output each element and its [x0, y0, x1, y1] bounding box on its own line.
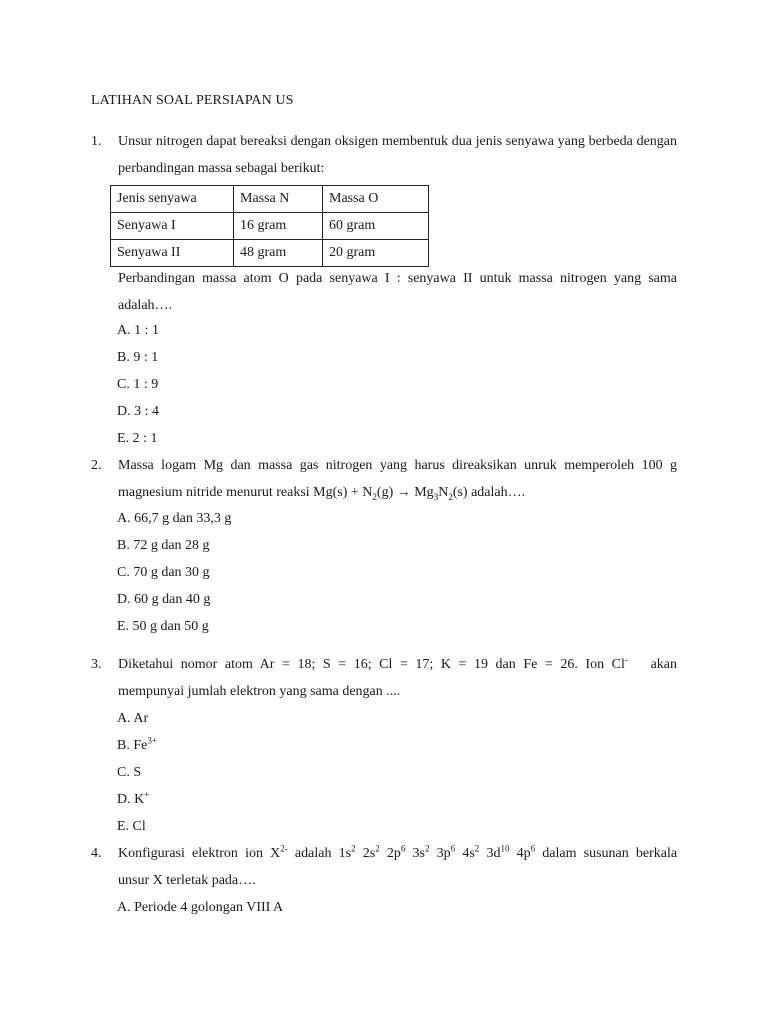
question-stem: Unsur nitrogen dapat bereaksi dengan oksigen membentuk dua jenis senyawa yang berbeda dengan perbandingan massa sebagai berikut:: [118, 134, 677, 176]
table-row: [111, 213, 429, 240]
question-number: 4.: [91, 846, 102, 861]
table-cell: 48 gram: [234, 240, 323, 267]
stem-text: akan: [650, 657, 677, 672]
config-term: $2p^6$: [386, 843, 406, 861]
question-stem-line: [118, 651, 677, 678]
subscript: 2: [448, 491, 453, 502]
table-header-row: [111, 186, 429, 213]
table-cell: 60 gram: [323, 213, 429, 240]
question-stem-line: [118, 840, 677, 867]
config-term: $2s^2$: [362, 843, 380, 861]
stem-text: adalah: [294, 846, 332, 861]
subscript: 2: [372, 491, 377, 502]
option: C. 1 : 9: [117, 377, 159, 392]
option-text: B. Fe: [117, 738, 148, 753]
option: A. 66,7 g dan 33,3 g: [117, 511, 232, 526]
stem-text: (s) adalah….: [452, 485, 526, 500]
option: A. Periode 4 golongan VIII A: [117, 900, 284, 915]
table-cell: Senyawa I: [111, 213, 234, 240]
option: B. 9 : 1: [117, 350, 159, 365]
stem-text: magnesium nitride menurut reaksi Mg(s) + N: [118, 485, 373, 500]
stem-text: Diketahui nomor atom Ar = 18; S = 16; Cl = 17; K = 19 dan Fe = 26. Ion Cl: [118, 657, 625, 672]
stem-text: N: [438, 485, 449, 500]
question-stem-line: [118, 479, 677, 506]
option: D. 3 : 4: [117, 404, 159, 419]
config-term: $1s^2$: [338, 843, 356, 861]
stem-text: dalam susunan berkala: [542, 846, 678, 861]
stem-text: Konfigurasi elektron ion X: [118, 846, 281, 861]
question-number: 2.: [91, 458, 102, 473]
superscript: +: [144, 789, 150, 800]
superscript: 6: [400, 843, 406, 854]
option: E. 50 g dan 50 g: [117, 619, 209, 634]
table-cell: 16 gram: [234, 213, 323, 240]
option: B. 72 g dan 28 g: [117, 538, 210, 553]
option: [117, 786, 149, 813]
option: A. 1 : 1: [117, 323, 159, 338]
option-text: D. K: [117, 792, 145, 807]
config-term: $3s^2$: [412, 843, 430, 861]
table-row: [111, 240, 429, 267]
config-term: $3p^6$: [436, 843, 456, 861]
option: C. S: [117, 765, 142, 780]
page-title: LATIHAN SOAL PERSIAPAN US: [91, 93, 294, 108]
question-stem-line: Massa logam Mg dan massa gas nitrogen yang harus direaksikan unruk memperoleh 100 g: [118, 458, 677, 473]
option: A. Ar: [117, 711, 149, 726]
question-stem-line: unsur X terletak pada….: [118, 873, 256, 888]
superscript: 6: [530, 843, 536, 854]
option: E. 2 : 1: [117, 431, 158, 446]
superscript: 2: [375, 843, 380, 854]
superscript: 6: [450, 843, 456, 854]
table-header-cell: Massa N: [234, 186, 323, 213]
question-stem-line: mempunyai jumlah elektron yang sama dengan ....: [118, 684, 401, 699]
table-header-cell: Jenis senyawa: [111, 186, 234, 213]
config-term: $4s^2$: [462, 843, 480, 861]
table-header-cell: Massa O: [323, 186, 429, 213]
option: E. Cl: [117, 819, 146, 834]
superscript: -: [624, 654, 628, 665]
superscript: 10: [500, 843, 510, 854]
superscript: 2-: [280, 843, 288, 854]
superscript: 2: [474, 843, 480, 854]
table-cell: 20 gram: [323, 240, 429, 267]
question-number: 1.: [91, 134, 102, 149]
question-number: 3.: [91, 657, 102, 672]
config-term: $4p^6$: [516, 843, 536, 861]
superscript: 2: [424, 843, 430, 854]
option: D. 60 g dan 40 g: [117, 592, 211, 607]
stem-text: (g) → Mg: [376, 485, 434, 500]
subscript: 3: [433, 491, 439, 502]
superscript: 2: [351, 843, 356, 854]
question-text: Perbandingan massa atom O pada senyawa I : senyawa II untuk massa nitrogen yang sama adalah….: [118, 271, 677, 313]
superscript: 3+: [147, 735, 157, 746]
electron-configuration: [338, 843, 536, 861]
config-term: $3d^{10}$: [486, 843, 510, 861]
option: [117, 732, 157, 759]
option: C. 70 g dan 30 g: [117, 565, 210, 580]
table-cell: Senyawa II: [111, 240, 234, 267]
mass-table: [110, 185, 429, 267]
